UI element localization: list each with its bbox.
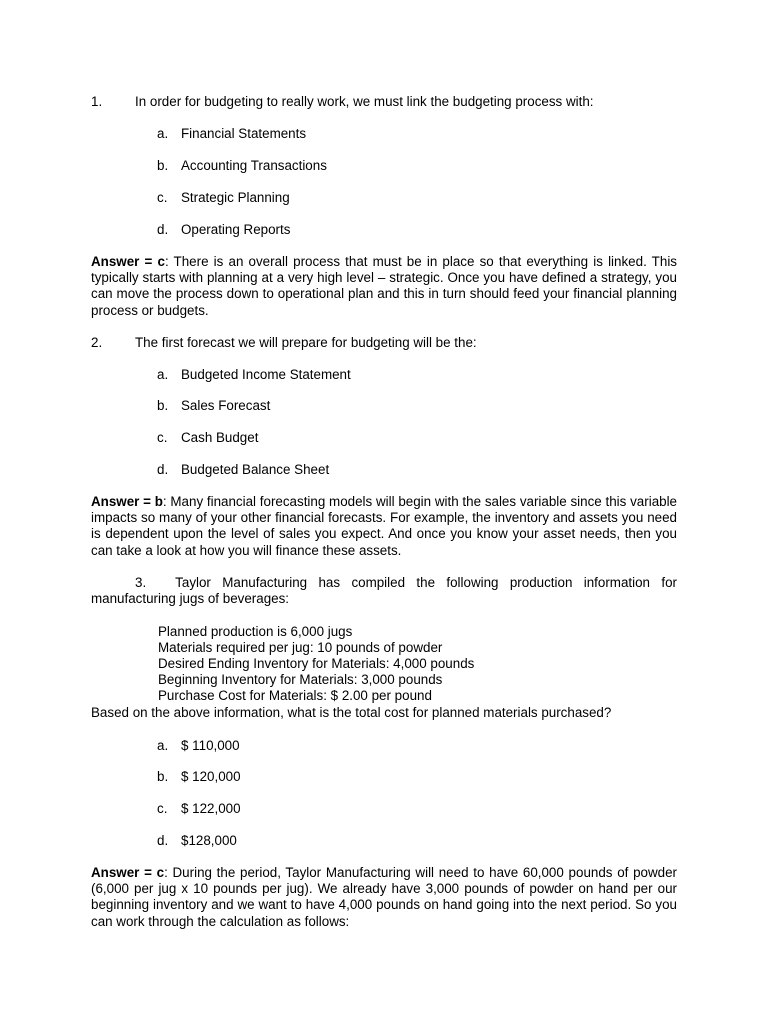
q2-answer-text: : Many financial forecasting models will begin with the sales variable since this variable impacts so many of your other financial forecasts. For example, the inventory and assets you need is dependent upon the level of sales you expect. And once you know your asset needs, then you can take a look at how you will finance these assets. — [91, 494, 678, 558]
q2-option-b-letter: b. — [157, 398, 169, 413]
q1-option-d-text: Operating Reports — [181, 222, 291, 237]
q1-option-b-text: Accounting Transactions — [181, 158, 327, 173]
q1-answer — [91, 254, 677, 319]
q3-answer — [91, 865, 677, 930]
q2-text: The first forecast we will prepare for budgeting will be the: — [135, 335, 477, 350]
q3-number: 3. — [135, 575, 147, 590]
q1-option-c-letter: c. — [157, 190, 168, 205]
q2-option-c-text: Cash Budget — [181, 430, 259, 445]
q3-option-c-text: $ 122,000 — [181, 801, 241, 816]
q1-number: 1. — [91, 94, 103, 109]
q2-option-d-text: Budgeted Balance Sheet — [181, 462, 330, 477]
q3-option-a-letter: a. — [157, 738, 169, 753]
q3-option-b-letter: b. — [157, 769, 169, 784]
q3-option-d-text: $128,000 — [181, 833, 237, 848]
q2-number: 2. — [91, 335, 103, 350]
q3-given-line-3: Desired Ending Inventory for Materials: 4,000 pounds — [158, 656, 475, 671]
q3-text: Taylor Manufacturing has compiled the following production information for manufacturing jugs of beverages: — [91, 575, 677, 607]
q1-option-c-text: Strategic Planning — [181, 190, 290, 205]
q3-option-c-letter: c. — [157, 801, 168, 816]
q3-option-a-text: $ 110,000 — [181, 738, 240, 753]
q2-answer — [91, 494, 677, 559]
q1-answer-label: Answer = c — [91, 254, 165, 269]
q3-answer-label: Answer = c — [91, 865, 165, 880]
q3-given-line-5: Purchase Cost for Materials: $ 2.00 per pound — [158, 688, 432, 703]
q2-option-b-text: Sales Forecast — [181, 398, 271, 413]
q3-option-d-letter: d. — [157, 833, 169, 848]
q3-option-b-text: $ 120,000 — [181, 769, 241, 784]
q3-given-line-1: Planned production is 6,000 jugs — [158, 624, 353, 639]
q2-answer-label: Answer = b — [91, 494, 163, 509]
q2-option-d-letter: d. — [157, 462, 169, 477]
q2-option-c-letter: c. — [157, 430, 168, 445]
q3-given-line-2: Materials required per jug: 10 pounds of powder — [158, 640, 443, 655]
q3-intro — [91, 575, 677, 607]
q3-given-line-4: Beginning Inventory for Materials: 3,000 pounds — [158, 672, 443, 687]
q1-answer-text: : There is an overall process that must be in place so that everything is linked. This typically starts with planning at a very high level – strategic. Once you have defined a strategy, you can move the process down to operational plan and this in turn should feed your financial planning process or budgets. — [91, 254, 677, 318]
q3-question: Based on the above information, what is the total cost for planned materials purchased? — [91, 705, 612, 720]
q1-option-d-letter: d. — [157, 222, 169, 237]
q1-text: In order for budgeting to really work, we must link the budgeting process with: — [135, 94, 594, 109]
q3-answer-text: : During the period, Taylor Manufacturing will need to have 60,000 pounds of powder (6,000 per jug x 10 pounds per jug). We already have 3,000 pounds of powder on hand per our beginning inventory and we want to have 4,000 pounds on hand going into the next period. So you can work through the calculation as follows: — [91, 865, 677, 929]
q1-option-a-letter: a. — [157, 126, 169, 141]
q1-option-a-text: Financial Statements — [181, 126, 307, 141]
q2-option-a-text: Budgeted Income Statement — [181, 367, 351, 382]
q1-option-b-letter: b. — [157, 158, 169, 173]
q2-option-a-letter: a. — [157, 367, 169, 382]
